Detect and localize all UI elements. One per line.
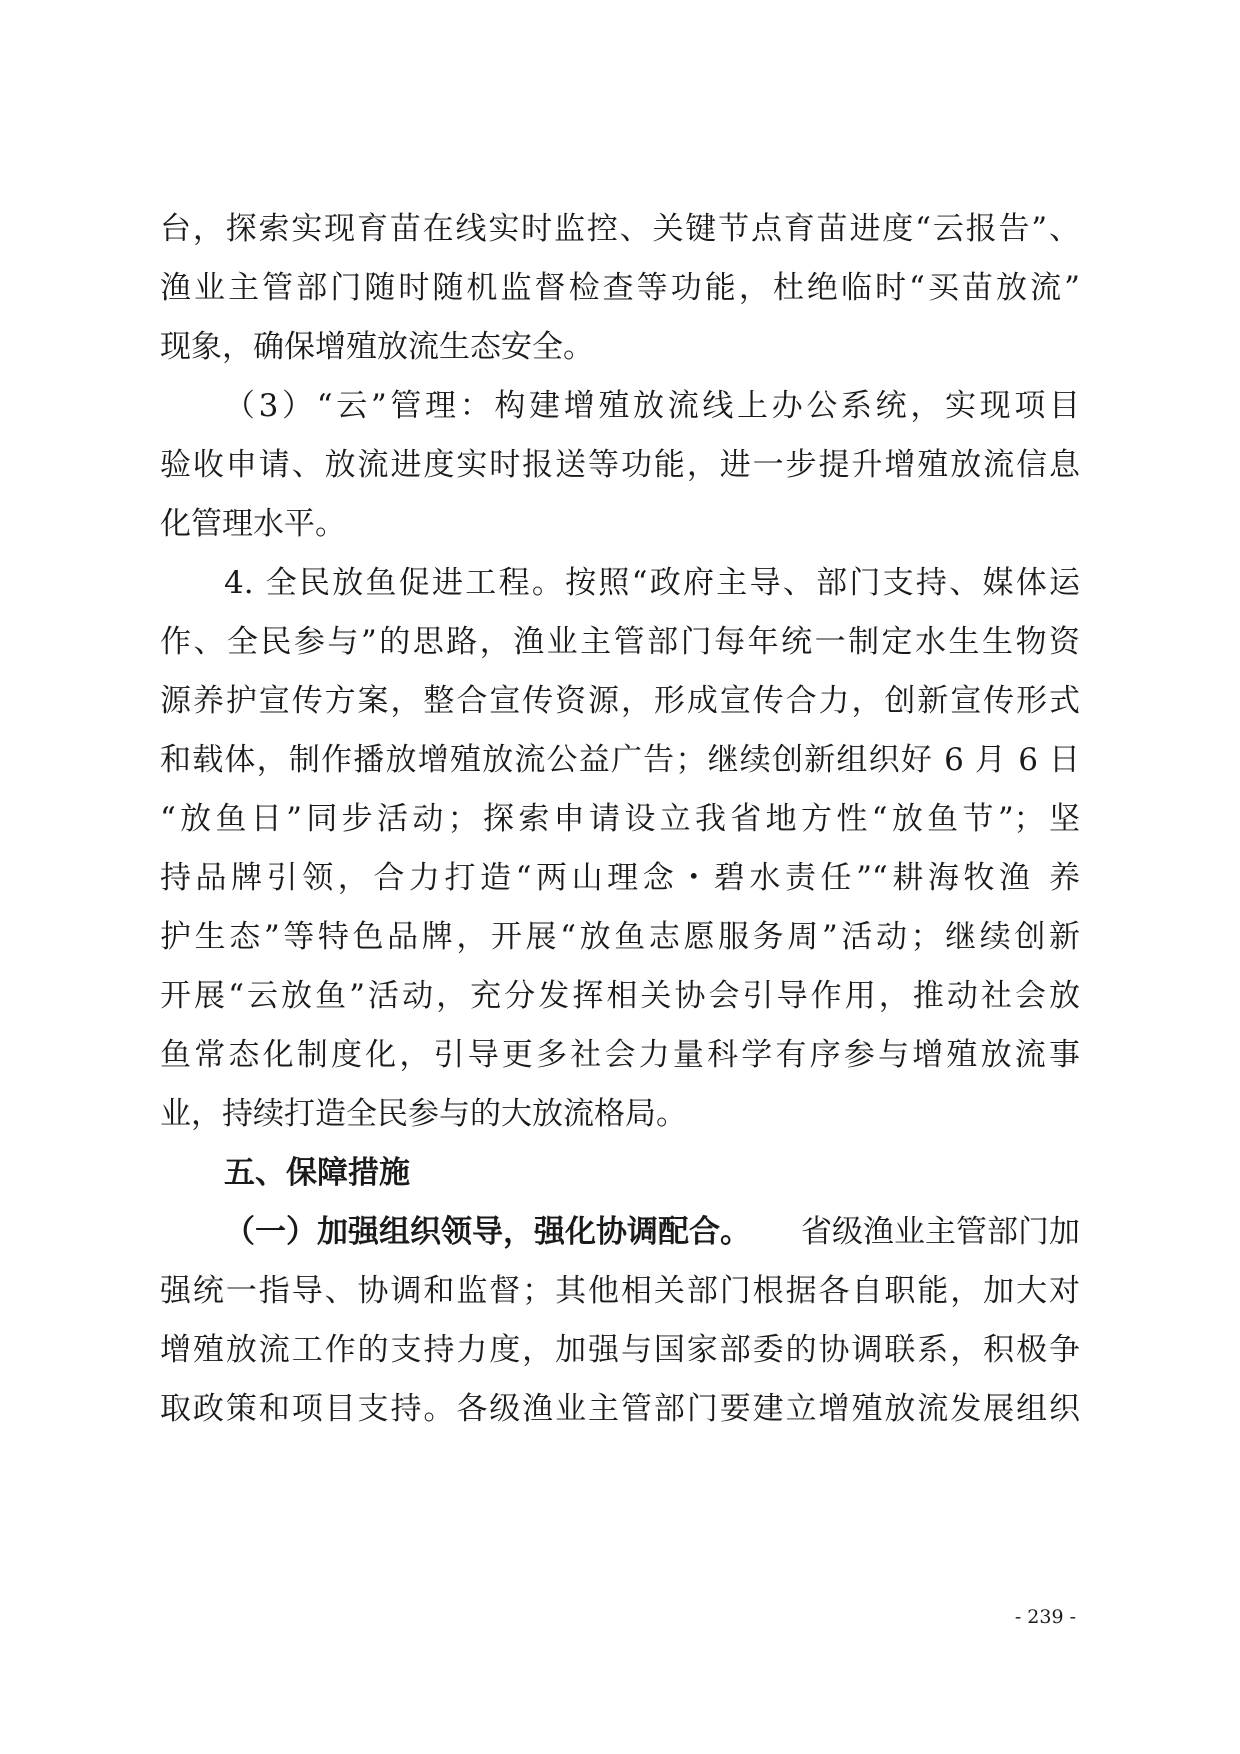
paragraph-text: 省级渔业主管部门加: [801, 1214, 1080, 1250]
paragraph-line: 台，探索实现育苗在线实时监控、关键节点育苗进度“云报告”、: [160, 211, 1080, 247]
paragraph-line: 业，持续打造全民参与的大放流格局。: [160, 1096, 687, 1132]
paragraph-line: 4. 全民放鱼促进工程。按照“政府主导、部门支持、媒体运: [224, 565, 1080, 601]
paragraph-line: 作、全民参与”的思路，渔业主管部门每年统一制定水生生物资: [160, 624, 1080, 660]
paragraph-line: “放鱼日”同步活动；探索申请设立我省地方性“放鱼节”；坚: [160, 801, 1080, 837]
paragraph-line: 护生态”等特色品牌，开展“放鱼志愿服务周”活动；继续创新: [160, 919, 1080, 955]
paragraph-line: 化管理水平。: [160, 506, 346, 542]
paragraph-line: 和载体，制作播放增殖放流公益广告；继续创新组织好 6 月 6 日: [160, 742, 1080, 778]
paragraph-line: 验收申请、放流进度实时报送等功能，进一步提升增殖放流信息: [160, 447, 1080, 483]
paragraph-line: [224, 1211, 1080, 1255]
subsection-heading: （一）加强组织领导，强化协调配合。: [224, 1214, 751, 1250]
paragraph-line: 渔业主管部门随时随机监督检查等功能，杜绝临时“买苗放流”: [160, 270, 1080, 306]
section-heading: 五、保障措施: [224, 1155, 410, 1191]
paragraph-line: 持品牌引领，合力打造“两山理念・碧水责任”“耕海牧渔 养: [160, 860, 1080, 896]
paragraph-line: （3）“云”管理：构建增殖放流线上办公系统，实现项目: [224, 388, 1080, 424]
paragraph-line: 开展“云放鱼”活动，充分发挥相关协会引导作用，推动社会放: [160, 978, 1080, 1014]
paragraph-line: 强统一指导、协调和监督；其他相关部门根据各自职能，加大对: [160, 1273, 1080, 1309]
paragraph-line: 增殖放流工作的支持力度，加强与国家部委的协调联系，积极争: [160, 1332, 1080, 1368]
paragraph-line: 取政策和项目支持。各级渔业主管部门要建立增殖放流发展组织: [160, 1391, 1080, 1427]
page-number: - 239 -: [1014, 1606, 1076, 1628]
paragraph-line: 鱼常态化制度化，引导更多社会力量科学有序参与增殖放流事: [160, 1037, 1080, 1073]
paragraph-line: 源养护宣传方案，整合宣传资源，形成宣传合力，创新宣传形式: [160, 683, 1080, 719]
paragraph-line: 现象，确保增殖放流生态安全。: [160, 329, 594, 365]
